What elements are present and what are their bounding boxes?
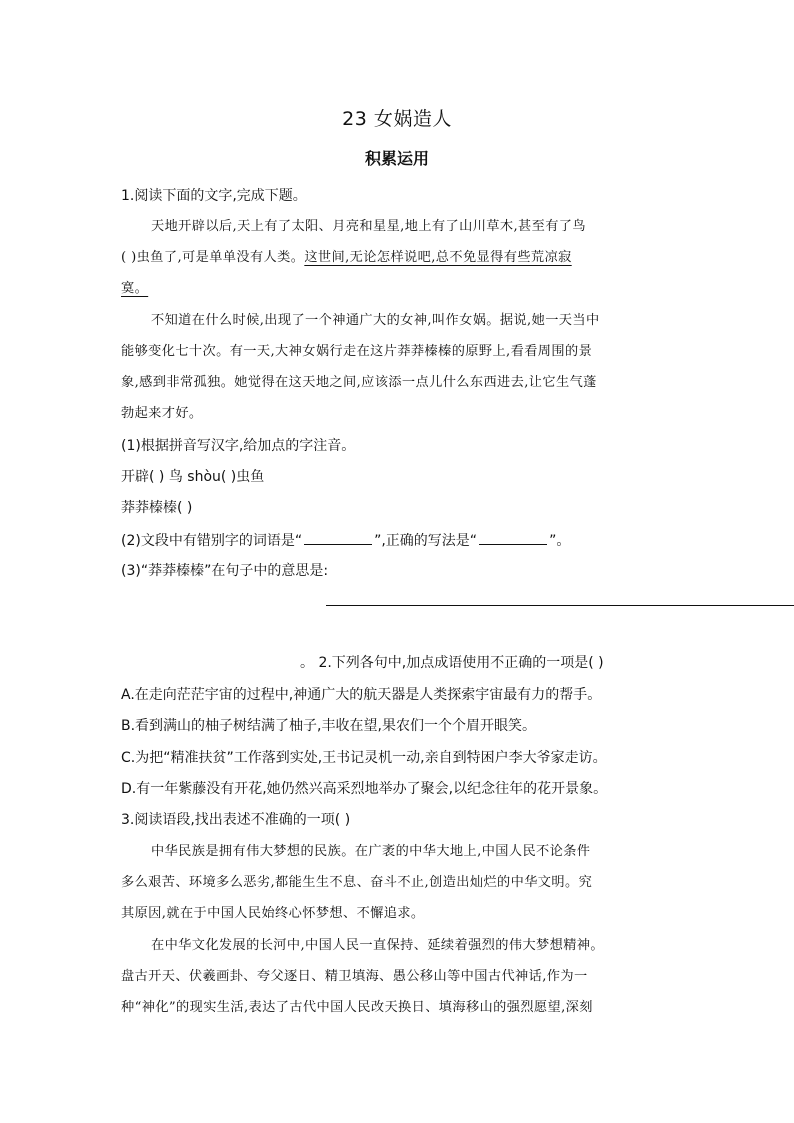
q3-passage-line: 多么艰苦、环境多么恶劣,都能生生不息、奋斗不止,创造出灿烂的中华文明。究 — [121, 875, 593, 890]
answer-blank — [304, 530, 372, 545]
q1-sub2-text: ”,正确的写法是“ — [374, 533, 478, 549]
q2-option-a: A.在走向茫茫宇宙的过程中,神通广大的航天器是人类探索宇宙最有力的帮手。 — [121, 687, 602, 703]
answer-line — [326, 605, 794, 606]
q3-passage-line: 盘古开天、伏羲画卦、夸父逐日、精卫填海、愚公移山等中国古代神话,作为一 — [121, 969, 588, 984]
q1-passage-line: 勃起来才好。 — [121, 406, 203, 421]
q1-sub2-text: ”。 — [549, 533, 571, 549]
underlined-sentence-end: 寞。 — [121, 281, 149, 296]
q1-passage-line: 能够变化七十次。有一天,大神女娲行走在这片莽莽榛榛的原野上,看看周围的景 — [121, 344, 593, 359]
q2-option-c: C.为把“精准扶贫”工作落到实处,王书记灵机一动,亲自到特困户李大爷家走访。 — [121, 750, 607, 766]
q1-sub2-prompt — [121, 530, 570, 551]
q2-stem: 。 2.下列各句中,加点成语使用不正确的一项是( ) — [300, 655, 604, 671]
underlined-sentence: 这世间,无论怎样说吧,总不免显得有些荒凉寂 — [304, 250, 572, 265]
q1-passage-line — [121, 248, 572, 268]
q1-sub3-prompt: (3)“莽莽榛榛”在句子中的意思是: — [121, 563, 329, 579]
q1-sub1-items: 开辟( ) 鸟 shòu( )虫鱼 — [121, 469, 265, 485]
q1-passage-line — [121, 279, 148, 299]
q3-passage-line: 中华民族是拥有伟大梦想的民族。在广袤的中华大地上,中国人民不论条件 — [151, 844, 591, 859]
section-title: 积累运用 — [364, 149, 429, 168]
q1-sub2-text: (2)文段中有错别字的词语是“ — [121, 533, 303, 549]
q1-passage-line: 不知道在什么时候,出现了一个神通广大的女神,叫作女娲。据说,她一天当中 — [151, 313, 600, 328]
q2-option-d: D.有一年紫藤没有开花,她仍然兴高采烈地举办了聚会,以纪念往年的花开景象。 — [121, 781, 608, 797]
q1-stem: 1.阅读下面的文字,完成下题。 — [121, 188, 307, 204]
answer-blank — [479, 530, 547, 545]
q2-option-b: B.看到满山的柚子树结满了柚子,丰收在望,果农们一个个眉开眼笑。 — [121, 718, 536, 734]
q1-passage-line: 天地开辟以后,天上有了太阳、月亮和星星,地上有了山川草木,甚至有了鸟 — [151, 219, 586, 234]
q3-passage-line: 在中华文化发展的长河中,中国人民一直保持、延续着强烈的伟大梦想精神。 — [151, 938, 604, 953]
q1-passage-text: ( )虫鱼了,可是单单没有人类。 — [121, 250, 305, 265]
q3-passage-line: 其原因,就在于中国人民始终心怀梦想、不懈追求。 — [121, 906, 425, 921]
q1-passage-line: 象,感到非常孤独。她觉得在这天地之间,应该添一点儿什么东西进去,让它生气蓬 — [121, 375, 597, 390]
q1-sub1-items: 莽莽榛榛( ) — [121, 500, 193, 516]
lesson-title: 23 女娲造人 — [342, 108, 452, 130]
q3-stem: 3.阅读语段,找出表述不准确的一项( ) — [121, 812, 351, 828]
q1-sub1-prompt: (1)根据拼音写汉字,给加点的字注音。 — [121, 438, 356, 454]
q3-passage-line: 种“神化”的现实生活,表达了古代中国人民改天换日、填海移山的强烈愿望,深刻 — [121, 1000, 593, 1015]
